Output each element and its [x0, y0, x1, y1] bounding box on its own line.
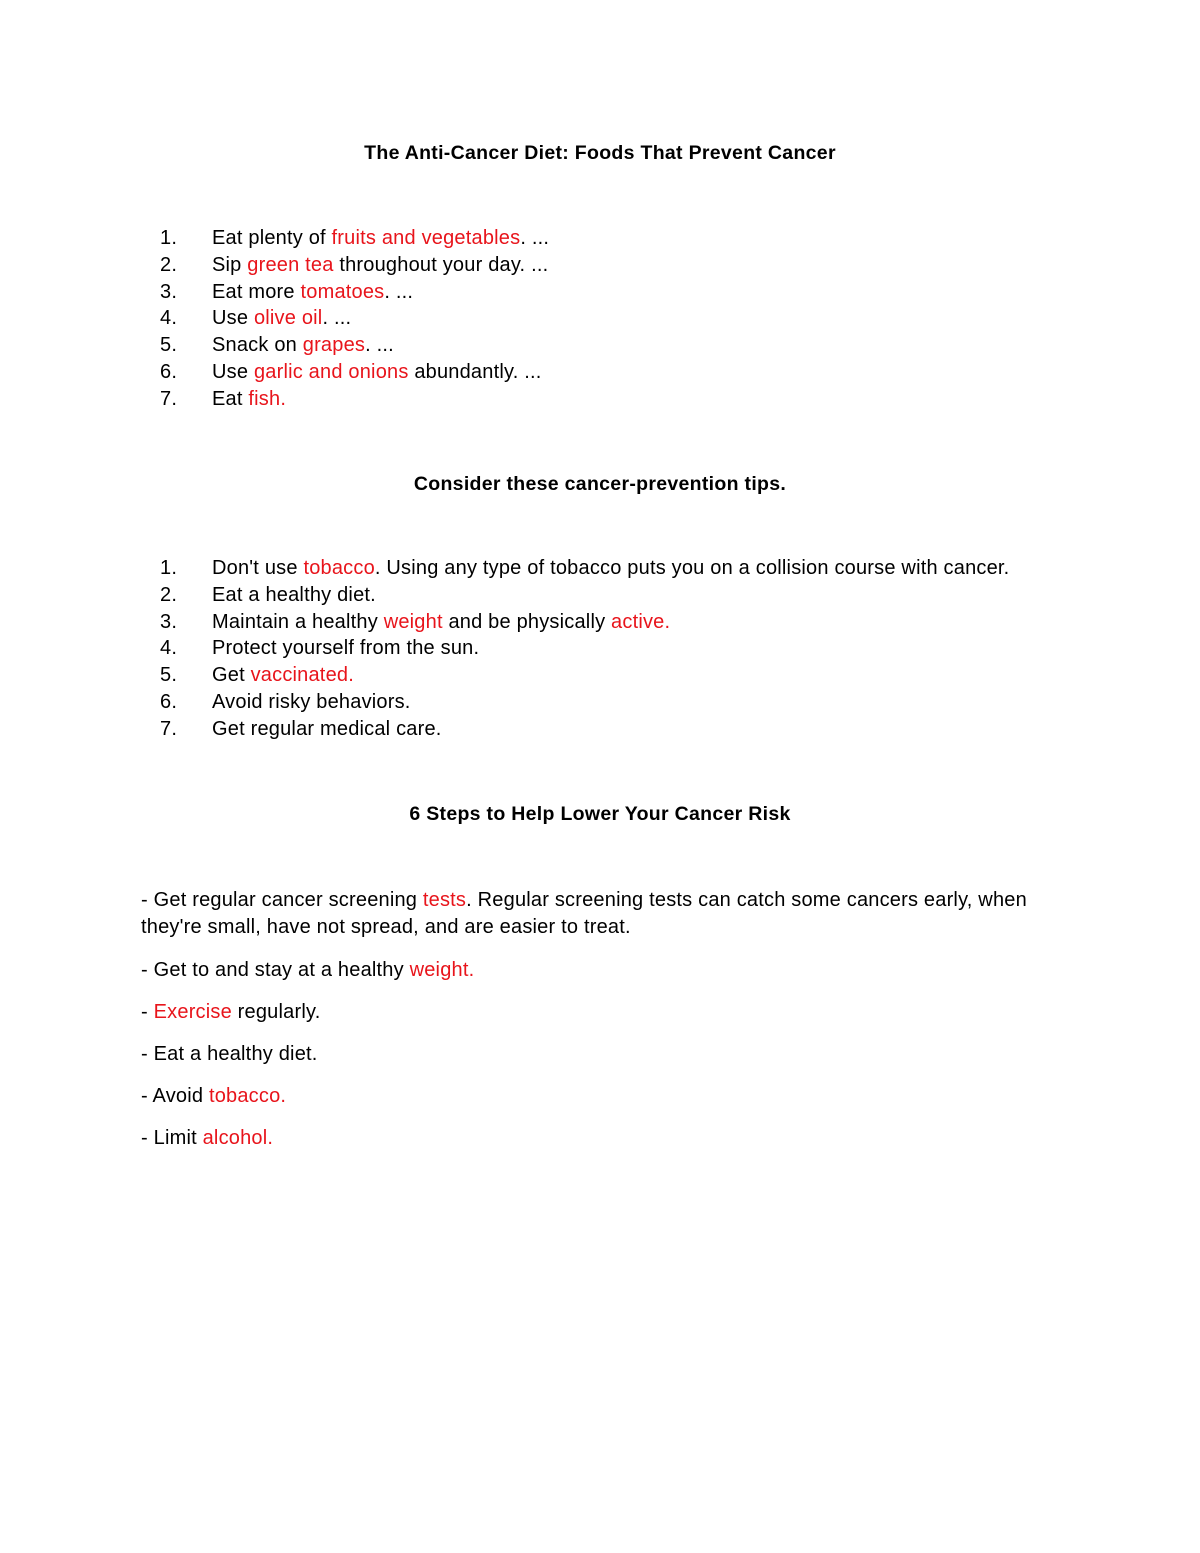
section-heading-prevention-tips: Consider these cancer-prevention tips. — [413, 473, 787, 495]
list-item: 5. Snack on grapes. ... — [160, 334, 394, 357]
step-paragraph: - Limit alcohol. — [141, 1127, 274, 1149]
section-heading-six-steps: 6 Steps to Help Lower Your Cancer Risk — [409, 803, 791, 825]
list-item: 7. Get regular medical care. — [160, 717, 442, 740]
list-item: 4. Protect yourself from the sun. — [160, 637, 480, 660]
list-item: 2. Sip green tea throughout your day. ... — [160, 253, 549, 276]
list-item: 6. Avoid risky behaviors. — [160, 690, 411, 713]
list-item: 4. Use olive oil. ... — [160, 307, 352, 330]
step-paragraph: - Exercise regularly. — [141, 1001, 321, 1023]
step-paragraph: - Eat a healthy diet. — [141, 1043, 318, 1065]
prevention-tips-list — [160, 555, 1009, 743]
list-item: 1. Don't use tobacco. Using any type of tobacco puts you on a collision course with cancer. — [160, 557, 1010, 579]
section-heading-anti-cancer-diet: The Anti-Cancer Diet: Foods That Prevent Cancer — [364, 142, 836, 164]
step-paragraph: - Get to and stay at a healthy weight. — [141, 959, 475, 981]
list-item: 3. Eat more tomatoes. ... — [160, 280, 414, 303]
step-paragraph: - Get regular cancer screening tests. Regular screening tests can catch some cancers early, when they're small, have not spread, and are easier to treat. — [141, 889, 1027, 938]
list-item: 1. Eat plenty of fruits and vegetables. ... — [160, 227, 550, 249]
list-item: 3. Maintain a healthy weight and be physically active. — [160, 610, 671, 633]
step-paragraph: - Avoid tobacco. — [141, 1085, 287, 1107]
foods-list — [160, 225, 549, 413]
list-item: 7. Eat fish. — [160, 387, 287, 410]
list-item: 5. Get vaccinated. — [160, 664, 354, 687]
list-item: 2. Eat a healthy diet. — [160, 583, 376, 606]
list-item: 6. Use garlic and onions abundantly. ... — [160, 360, 542, 383]
